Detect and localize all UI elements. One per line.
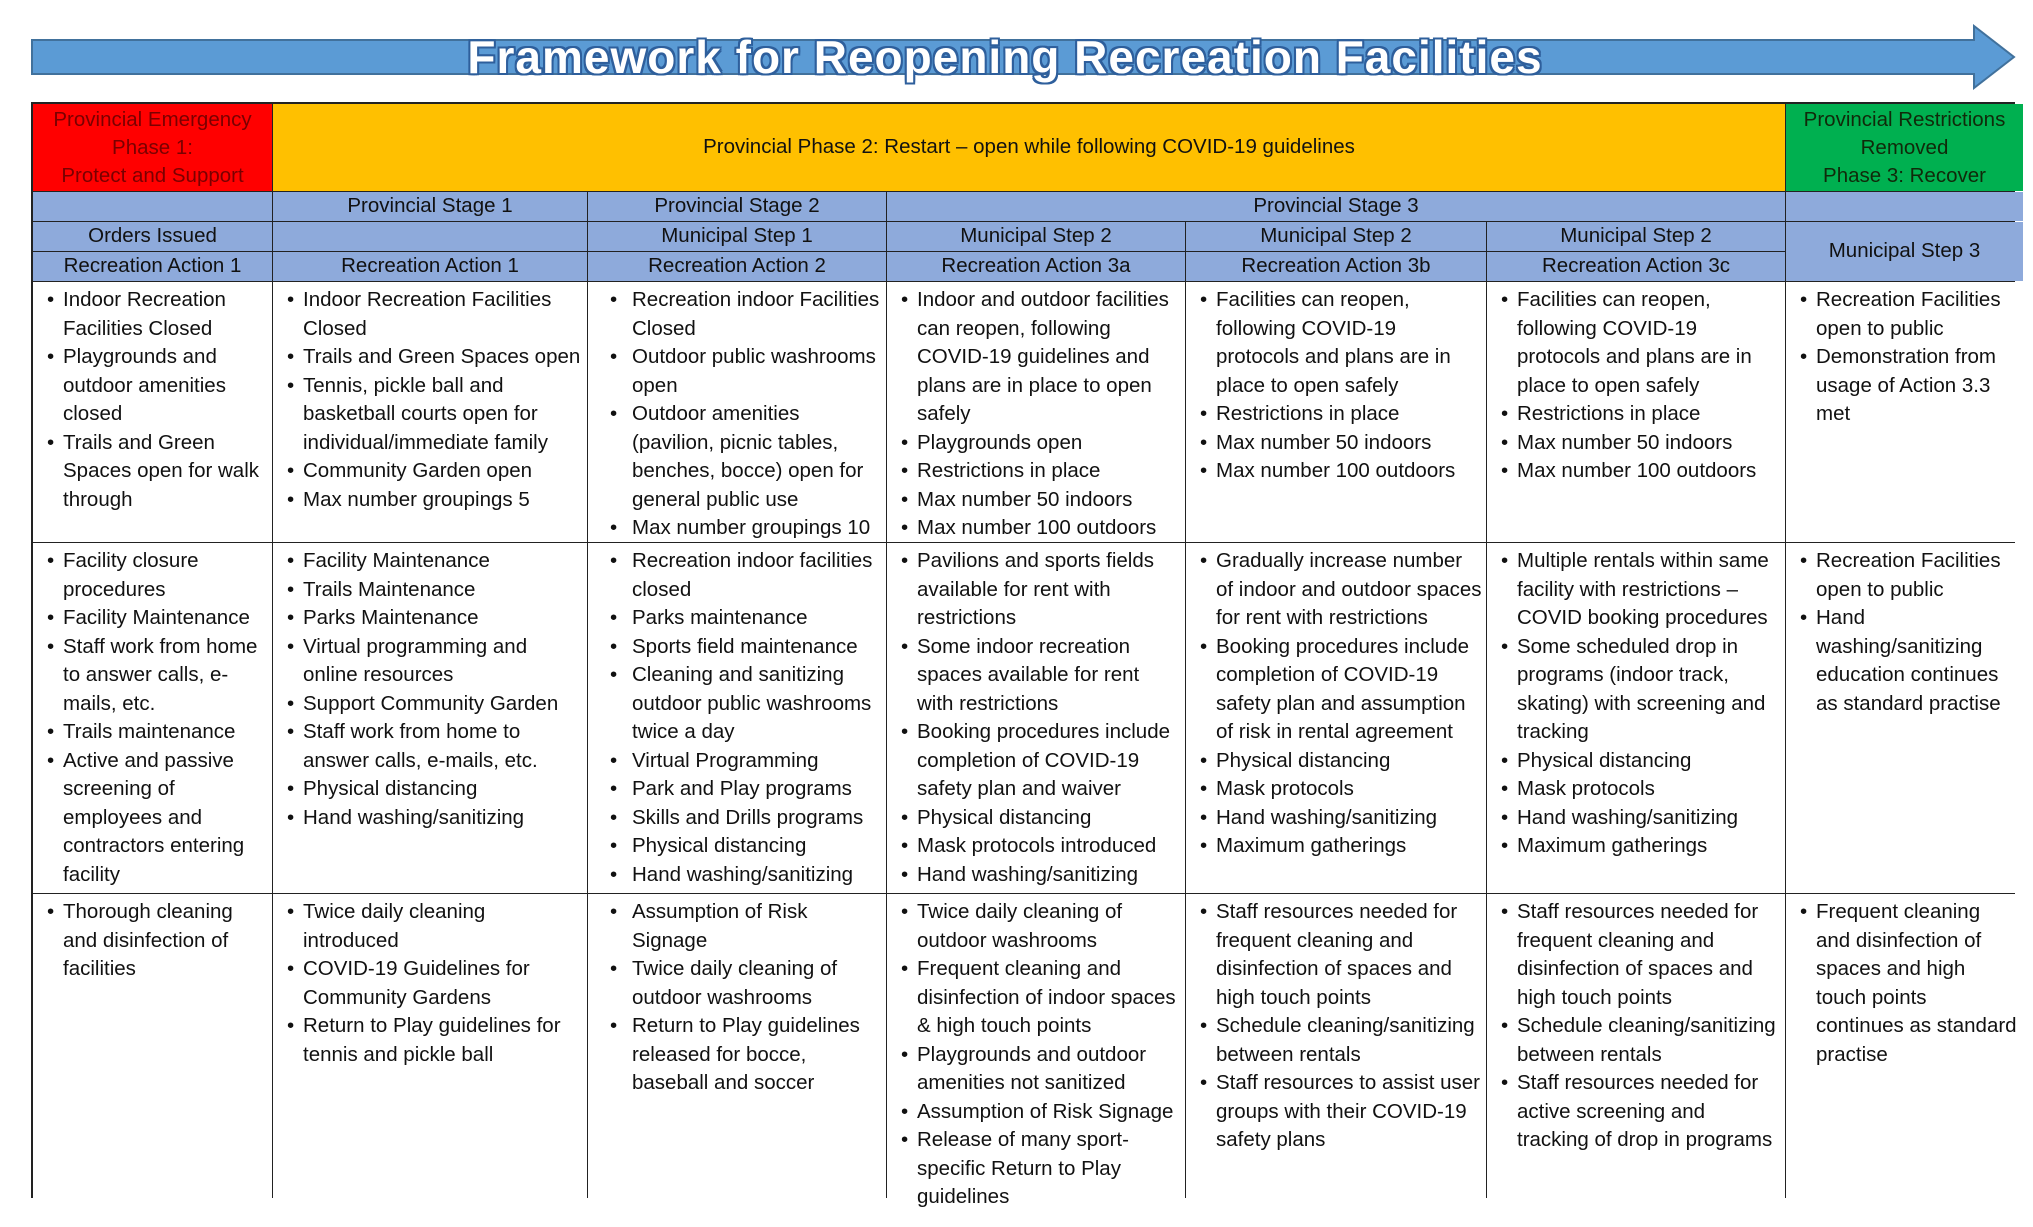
bullet-list: [1487, 894, 1785, 1155]
stage2-header: Provincial Stage 2: [588, 192, 886, 221]
stage-empty-cell: [33, 192, 272, 221]
bullet-list: [1786, 282, 2023, 429]
content-cell: [1186, 282, 1486, 542]
list-item: • Physical distancing: [1501, 747, 1781, 776]
list-item: • Recreation Facilities open to public: [1800, 286, 2019, 343]
stage-empty-cell: [1786, 192, 2023, 221]
list-item: • COVID-19 Guidelines for Community Gardens: [287, 955, 583, 1012]
list-item: • Hand washing/sanitizing education continues as standard practise: [1800, 604, 2019, 718]
content-cell: [1786, 543, 2023, 893]
municipal-step3-header: Municipal Step 3: [1786, 222, 2023, 281]
content-cell: [1786, 894, 2023, 1206]
list-item: • Pavilions and sports fields available for rent with restrictions: [901, 547, 1181, 633]
recreation-action-header: Recreation Action 2: [588, 252, 886, 281]
list-item: • Recreation indoor facilities closed: [610, 547, 882, 604]
list-item: • Frequent cleaning and disinfection of spaces and high touch points continues as standard practise: [1800, 898, 2019, 1069]
list-item: • Thorough cleaning and disinfection of facilities: [47, 898, 268, 984]
list-item: • Twice daily cleaning of outdoor washrooms: [901, 898, 1181, 955]
list-item: • Indoor and outdoor facilities can reopen, following COVID-19 guidelines and plans are in place to open safely: [901, 286, 1181, 429]
list-item: • Hand washing/sanitizing: [1200, 804, 1482, 833]
recreation-action-header: Recreation Action 1: [273, 252, 587, 281]
content-cell: [1487, 282, 1785, 542]
list-item: • Booking procedures include completion of COVID-19 safety plan and waiver: [901, 718, 1181, 804]
bullet-list: [588, 894, 886, 1098]
list-item: • Max number 50 indoors: [901, 486, 1181, 515]
list-item: • Mask protocols: [1200, 775, 1482, 804]
list-item: • Facilities can reopen, following COVID-19 protocols and plans are in place to open safely: [1200, 286, 1482, 400]
list-item: • Virtual Programming: [610, 747, 882, 776]
bullet-list: [1487, 543, 1785, 861]
list-item: • Schedule cleaning/sanitizing between rentals: [1501, 1012, 1781, 1069]
bullet-list: [588, 282, 886, 543]
list-item: • Physical distancing: [901, 804, 1181, 833]
stage1-header: Provincial Stage 1: [273, 192, 587, 221]
list-item: • Return to Play guidelines released for bocce, baseball and soccer: [610, 1012, 882, 1098]
bullet-list: [33, 894, 272, 984]
list-item: • Community Garden open: [287, 457, 583, 486]
list-item: • Tennis, pickle ball and basketball courts open for individual/immediate family: [287, 372, 583, 458]
list-item: • Gradually increase number of indoor and outdoor spaces for rent with restrictions: [1200, 547, 1482, 633]
list-item: • Assumption of Risk Signage: [901, 1098, 1181, 1127]
list-item: • Playgrounds and outdoor amenities closed: [47, 343, 268, 429]
framework-table: [31, 102, 2017, 1208]
list-item: • Max number groupings 5: [287, 486, 583, 515]
list-item: • Trails and Green Spaces open for walk through: [47, 429, 268, 515]
list-item: • Hand washing/sanitizing: [287, 804, 583, 833]
list-item: • Virtual programming and online resources: [287, 633, 583, 690]
list-item: • Some scheduled drop in programs (indoor track, skating) with screening and tracking: [1501, 633, 1781, 747]
list-item: • Staff resources needed for frequent cleaning and disinfection of spaces and high touch points: [1501, 898, 1781, 1012]
content-cell: [887, 543, 1185, 893]
list-item: • Restrictions in place: [1200, 400, 1482, 429]
bullet-list: [1786, 894, 2023, 1069]
content-cell: [588, 543, 886, 893]
list-item: • Frequent cleaning and disinfection of indoor spaces & high touch points: [901, 955, 1181, 1041]
bullet-list: [1786, 543, 2023, 718]
page-title: Framework for Reopening Recreation Facilities: [467, 31, 1543, 83]
content-cell: [273, 894, 587, 1206]
recreation-action-header: Recreation Action 3b: [1186, 252, 1486, 281]
bullet-list: [1487, 282, 1785, 486]
list-item: • Physical distancing: [610, 832, 882, 861]
bullet-list: [1186, 543, 1486, 861]
list-item: • Demonstration from usage of Action 3.3 met: [1800, 343, 2019, 429]
list-item: • Hand washing/sanitizing: [610, 861, 882, 890]
list-item: • Max number 50 indoors: [1501, 429, 1781, 458]
bullet-list: [887, 894, 1185, 1212]
content-cell: [1487, 894, 1785, 1206]
content-cell: [273, 282, 587, 542]
list-item: • Trails maintenance: [47, 718, 268, 747]
list-item: • Staff resources needed for frequent cleaning and disinfection of spaces and high touch points: [1200, 898, 1482, 1012]
content-cell: [1186, 543, 1486, 893]
list-item: • Restrictions in place: [901, 457, 1181, 486]
list-item: • Maximum gatherings: [1501, 832, 1781, 861]
bullet-list: [273, 543, 587, 832]
list-item: • Playgrounds open: [901, 429, 1181, 458]
phase2-header: Provincial Phase 2: Restart – open while following COVID-19 guidelines: [273, 104, 1785, 191]
list-item: • Support Community Garden: [287, 690, 583, 719]
list-item: • Hand washing/sanitizing: [901, 861, 1181, 890]
municipal-step2-header: Municipal Step 2: [887, 222, 1185, 251]
bullet-list: [33, 543, 272, 889]
title-banner: [30, 24, 2016, 90]
bullet-list: [1186, 894, 1486, 1155]
content-cell: [1786, 282, 2023, 542]
list-item: • Staff work from home to answer calls, e-mails, etc.: [47, 633, 268, 719]
municipal-step2-header: Municipal Step 2: [1487, 222, 1785, 251]
recreation-action-header: Recreation Action 1: [33, 252, 272, 281]
list-item: • Hand washing/sanitizing: [1501, 804, 1781, 833]
bullet-list: [588, 543, 886, 889]
list-item: • Mask protocols: [1501, 775, 1781, 804]
list-item: • Sports field maintenance: [610, 633, 882, 662]
list-item: • Return to Play guidelines for tennis and pickle ball: [287, 1012, 583, 1069]
phase1-header: Provincial Emergency Phase 1: Protect and Support: [33, 104, 272, 191]
list-item: • Max number 100 outdoors: [1200, 457, 1482, 486]
list-item: • Staff resources to assist user groups with their COVID-19 safety plans: [1200, 1069, 1482, 1155]
bullet-list: [887, 282, 1185, 543]
municipal-step2-header: Municipal Step 2: [1186, 222, 1486, 251]
bullet-list: [33, 282, 272, 514]
list-item: • Facility closure procedures: [47, 547, 268, 604]
list-item: • Multiple rentals within same facility with restrictions – COVID booking procedures: [1501, 547, 1781, 633]
content-cell: [33, 894, 272, 1206]
list-item: • Outdoor public washrooms open: [610, 343, 882, 400]
content-cell: [33, 543, 272, 893]
list-item: • Cleaning and sanitizing outdoor public washrooms twice a day: [610, 661, 882, 747]
bullet-list: [887, 543, 1185, 889]
list-item: • Twice daily cleaning introduced: [287, 898, 583, 955]
content-cell: [887, 894, 1185, 1206]
list-item: • Outdoor amenities (pavilion, picnic tables, benches, bocce) open for general public use: [610, 400, 882, 514]
list-item: • Playgrounds and outdoor amenities not sanitized: [901, 1041, 1181, 1098]
bullet-list: [273, 894, 587, 1069]
content-cell: [887, 282, 1185, 542]
list-item: • Skills and Drills programs: [610, 804, 882, 833]
municipal-step1-header: Municipal Step 1: [588, 222, 886, 251]
list-item: • Facilities can reopen, following COVID-19 protocols and plans are in place to open safely: [1501, 286, 1781, 400]
list-item: • Restrictions in place: [1501, 400, 1781, 429]
list-item: • Facility Maintenance: [47, 604, 268, 633]
list-item: • Active and passive screening of employees and contractors entering facility: [47, 747, 268, 890]
list-item: • Trails and Green Spaces open: [287, 343, 583, 372]
list-item: • Recreation indoor Facilities Closed: [610, 286, 882, 343]
list-item: • Physical distancing: [1200, 747, 1482, 776]
recreation-action-header: Recreation Action 3c: [1487, 252, 1785, 281]
list-item: • Max number groupings 10: [610, 514, 882, 543]
list-item: • Max number 100 outdoors: [901, 514, 1181, 543]
list-item: • Some indoor recreation spaces available for rent with restrictions: [901, 633, 1181, 719]
phase3-header: Provincial Restrictions Removed Phase 3: Recover: [1786, 104, 2023, 191]
list-item: • Max number 100 outdoors: [1501, 457, 1781, 486]
list-item: • Parks Maintenance: [287, 604, 583, 633]
step-empty-cell: [273, 222, 587, 251]
recreation-action-header: Recreation Action 3a: [887, 252, 1185, 281]
list-item: • Release of many sport-specific Return to Play guidelines: [901, 1126, 1181, 1212]
list-item: • Indoor Recreation Facilities Closed: [287, 286, 583, 343]
list-item: • Staff work from home to answer calls, e-mails, etc.: [287, 718, 583, 775]
content-cell: [588, 894, 886, 1206]
bullet-list: [273, 282, 587, 514]
list-item: • Maximum gatherings: [1200, 832, 1482, 861]
list-item: • Facility Maintenance: [287, 547, 583, 576]
stage3-header: Provincial Stage 3: [887, 192, 1785, 221]
list-item: • Booking procedures include completion of COVID-19 safety plan and assumption of risk in rental agreement: [1200, 633, 1482, 747]
list-item: • Trails Maintenance: [287, 576, 583, 605]
list-item: • Schedule cleaning/sanitizing between rentals: [1200, 1012, 1482, 1069]
bullet-list: [1186, 282, 1486, 486]
list-item: • Assumption of Risk Signage: [610, 898, 882, 955]
list-item: • Indoor Recreation Facilities Closed: [47, 286, 268, 343]
content-cell: [33, 282, 272, 542]
list-item: • Max number 50 indoors: [1200, 429, 1482, 458]
list-item: • Physical distancing: [287, 775, 583, 804]
orders-issued-header: Orders Issued: [33, 222, 272, 251]
content-cell: [1186, 894, 1486, 1206]
list-item: • Twice daily cleaning of outdoor washrooms: [610, 955, 882, 1012]
list-item: • Mask protocols introduced: [901, 832, 1181, 861]
list-item: • Park and Play programs: [610, 775, 882, 804]
content-cell: [1487, 543, 1785, 893]
list-item: • Parks maintenance: [610, 604, 882, 633]
list-item: • Staff resources needed for active screening and tracking of drop in programs: [1501, 1069, 1781, 1155]
content-cell: [588, 282, 886, 542]
content-cell: [273, 543, 587, 893]
list-item: • Recreation Facilities open to public: [1800, 547, 2019, 604]
